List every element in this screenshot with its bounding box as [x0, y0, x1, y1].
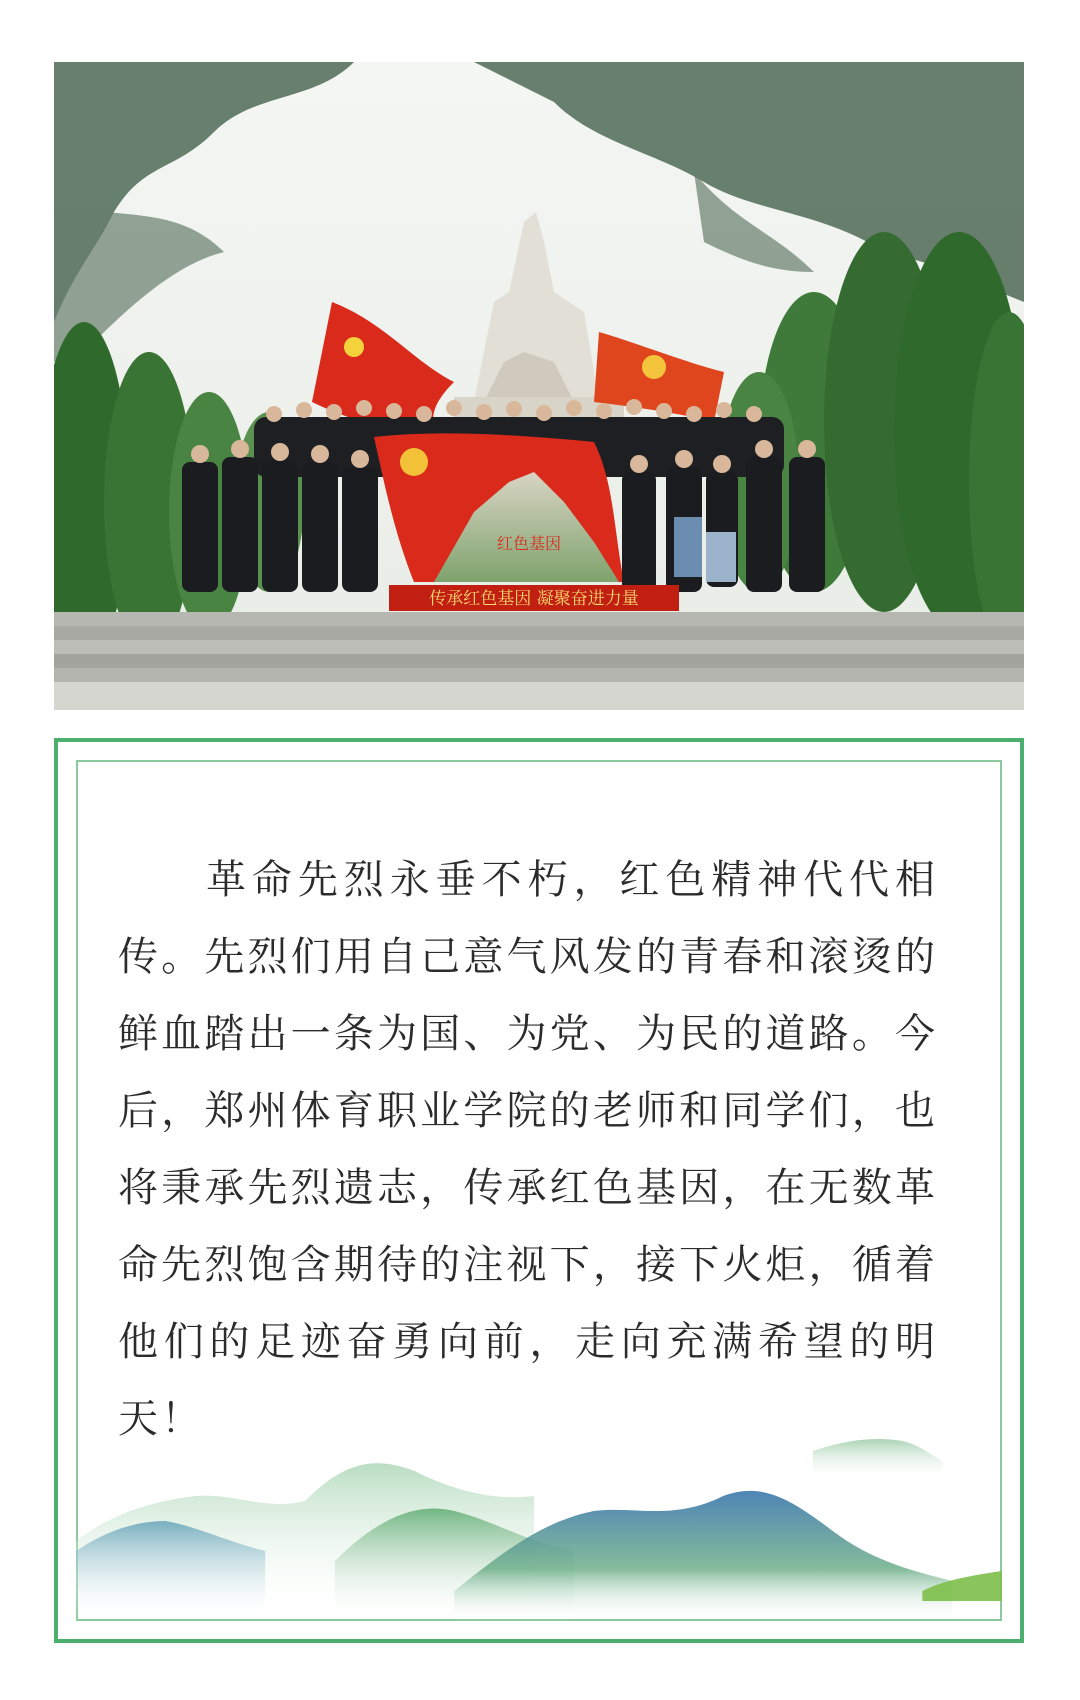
article-paragraph: 革命先烈永垂不朽，红色精神代代相传。先烈们用自己意气风发的青春和滚烫的鲜血踏出一条为国、为党、为民的道路。今后，郑州体育职业学院的老师和同学们，也将秉承先烈遗志，传承红色基因，在无数革命先烈饱含期待的注视下，接下火炬，循着他们的足迹奋勇向前，走向充满希望的明天！ — [118, 857, 938, 1442]
red-flag-sculpture — [374, 433, 624, 582]
memorial-group-photo — [54, 62, 1024, 710]
photo-illustration — [54, 62, 1024, 710]
mountain-illustration — [76, 1401, 1002, 1621]
article-card — [54, 738, 1024, 1643]
slogan-banner — [389, 585, 679, 611]
ink-mountains-decoration — [76, 1401, 1002, 1621]
rock-inscription: 红色基因 — [496, 534, 562, 553]
banner-text: 传承红色基因 凝聚奋进力量 — [429, 589, 639, 609]
stone-steps — [54, 612, 1024, 710]
